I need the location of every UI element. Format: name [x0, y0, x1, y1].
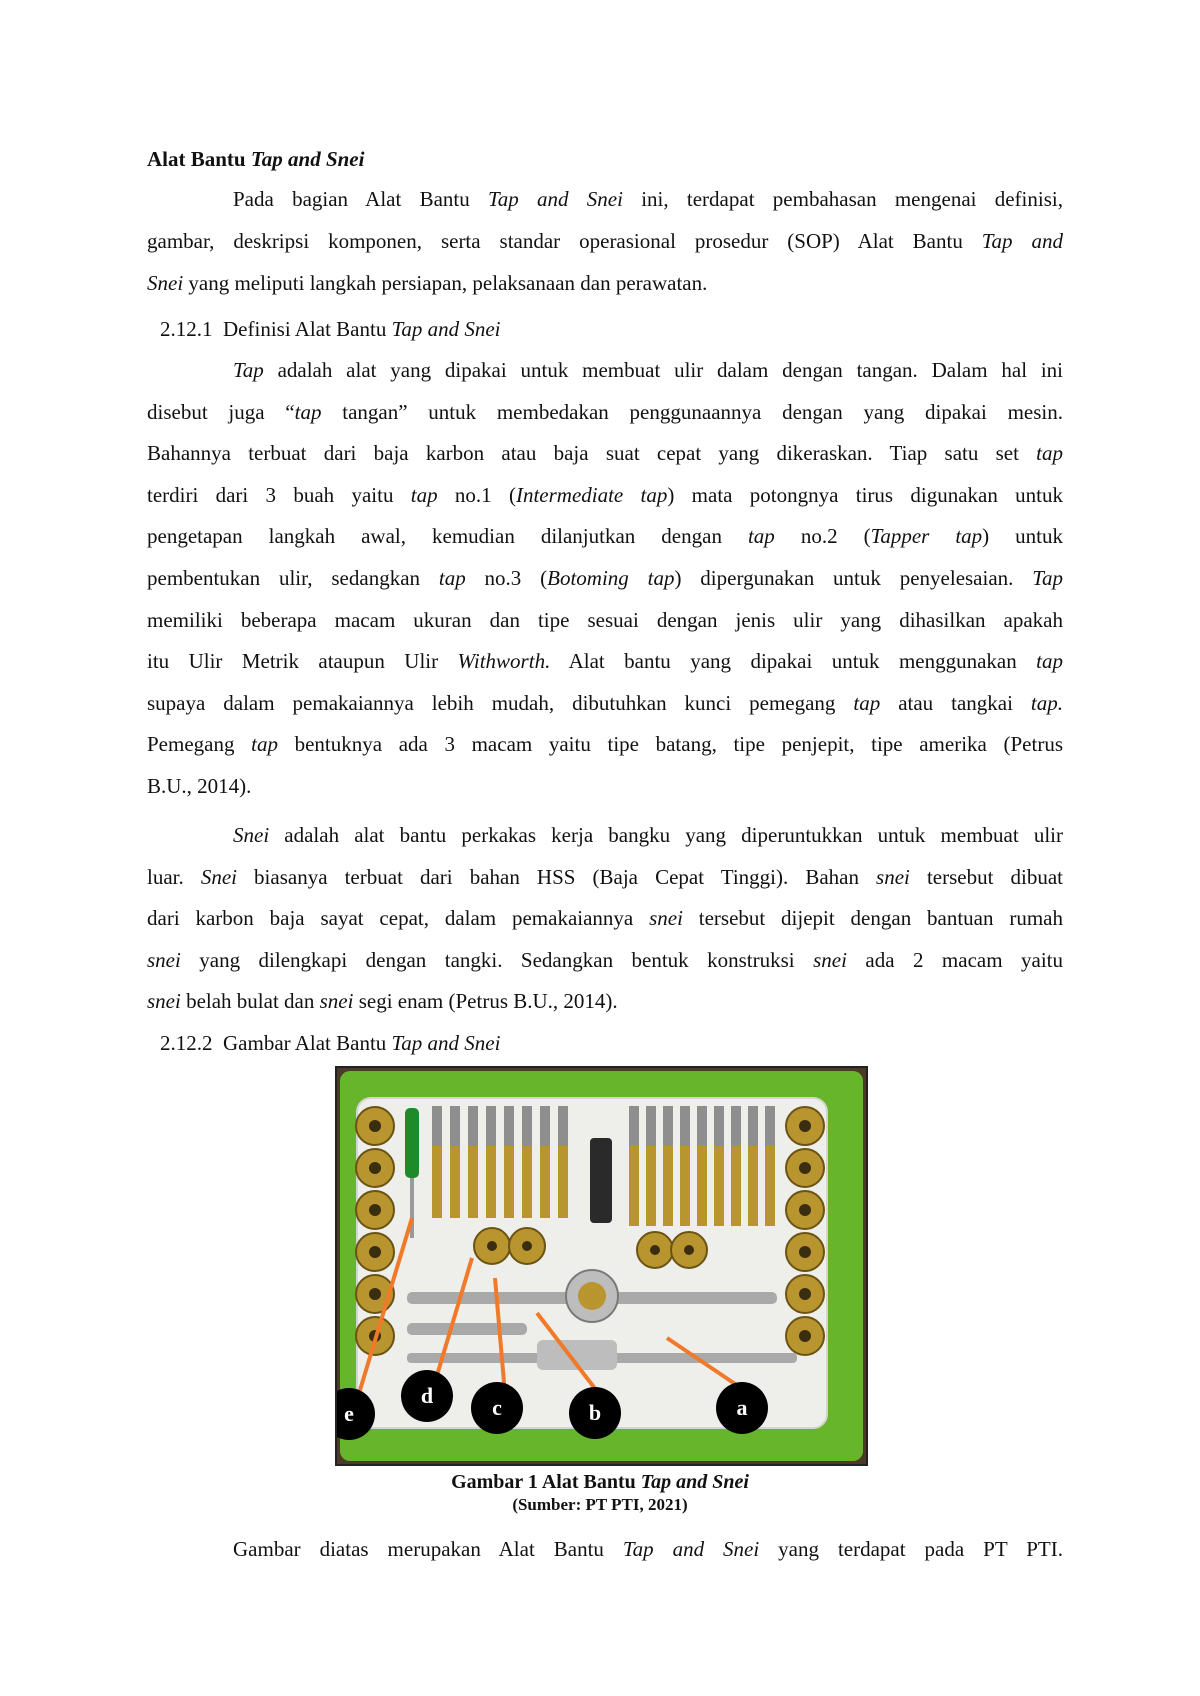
label-letter: e	[344, 1401, 354, 1426]
text-run: Bahannya terbuat dari baja karbon atau baja suat cepat yang dikeraskan. Tiap satu set	[147, 441, 1037, 466]
die-in-stock	[578, 1282, 606, 1310]
tap-thread	[663, 1146, 673, 1226]
label-letter: b	[588, 1400, 602, 1425]
emphasized-text: Snei	[147, 271, 184, 295]
text-line	[233, 822, 1063, 848]
tap-shank	[558, 1106, 568, 1146]
tap-shank	[522, 1106, 532, 1146]
text-line	[147, 399, 1063, 425]
text-line	[147, 690, 1063, 716]
text-run: tersebut dijepit dengan bantuan rumah	[682, 906, 1063, 931]
tap-and-snei-photo	[335, 1066, 868, 1466]
text-run: Pemegang	[147, 732, 252, 757]
heading-text: Alat Bantu	[147, 147, 251, 171]
text-run: yang dilengkapi dengan tangki. Sedangkan bentuk konstruksi	[180, 947, 814, 972]
text-line	[147, 731, 1063, 757]
tap-shank	[629, 1106, 639, 1146]
emphasized-text: tap	[410, 482, 438, 507]
die-hole	[369, 1246, 381, 1258]
tap-thread	[629, 1146, 639, 1226]
text-line	[147, 440, 1063, 466]
die-hole	[487, 1241, 497, 1251]
label-letter: a	[736, 1395, 748, 1420]
subsection-text: Definisi Alat Bantu	[223, 317, 392, 341]
text-run: no.2 (	[774, 524, 871, 549]
text-run: B.U., 2014).	[147, 774, 252, 798]
tap-shank	[748, 1106, 758, 1146]
emphasized-text: tap	[438, 566, 466, 590]
tap-thread	[432, 1146, 442, 1218]
tap-thread	[765, 1146, 775, 1226]
tap-thread	[646, 1146, 656, 1226]
text-line	[147, 607, 1063, 633]
text-run: pembentukan ulir, sedangkan	[147, 566, 439, 590]
text-run: tersebut dibuat	[909, 864, 1063, 889]
text-run: adalah alat yang dipakai untuk membuat ulir dalam dengan tangan. Dalam hal ini	[263, 358, 1063, 382]
die-hole	[684, 1245, 694, 1255]
label-letter: c	[492, 1395, 502, 1420]
tap-shank	[540, 1106, 550, 1146]
die-hole	[369, 1204, 381, 1216]
die-hole	[799, 1162, 811, 1174]
tap-thread	[504, 1146, 514, 1218]
text-run: segi enam (Petrus B.U., 2014).	[353, 989, 618, 1014]
section-heading	[147, 146, 1063, 172]
emphasized-text: snei	[147, 947, 181, 972]
die-hole	[799, 1288, 811, 1300]
text-run: tangan” untuk membedakan penggunaannya dengan yang dipakai mesin.	[321, 399, 1063, 424]
text-line	[233, 1536, 1063, 1562]
die-hole	[369, 1120, 381, 1132]
text-run: memiliki beberapa macam ukuran dan tipe sesuai dengan jenis ulir yang dihasilkan apakah	[147, 607, 1063, 632]
subsection-2-heading	[160, 1030, 1063, 1056]
text-run: ini, terdapat pembahasan mengenai definisi,	[622, 187, 1063, 211]
tap-thread	[468, 1146, 478, 1218]
text-line	[147, 523, 1063, 549]
emphasized-text: Botoming tap	[547, 566, 675, 590]
emphasized-text: snei	[876, 864, 910, 889]
tap-wrench-bar	[407, 1323, 527, 1335]
text-run: luar.	[147, 864, 201, 889]
tap-thread	[558, 1146, 568, 1218]
text-run: atau tangkai	[880, 690, 1031, 715]
die-hole	[369, 1288, 381, 1300]
tap-shank	[450, 1106, 460, 1146]
tap-shank	[697, 1106, 707, 1146]
text-line	[233, 186, 1063, 212]
text-run: Alat bantu yang dipakai untuk menggunakan	[550, 649, 1037, 674]
emphasized-text: Snei	[233, 823, 270, 847]
tap-shank	[486, 1106, 496, 1146]
subsection-number: 2.12.1	[160, 317, 213, 341]
emphasized-text: Snei	[200, 864, 237, 889]
text-run: ) dipergunakan untuk penyelesaian.	[674, 566, 1033, 590]
text-line	[147, 228, 1063, 254]
emphasized-text: tap	[853, 690, 881, 715]
die-hole	[799, 1330, 811, 1342]
text-run: supaya dalam pemakaiannya lebih mudah, dibutuhkan kunci pemegang	[147, 690, 854, 715]
subsection-emph: Tap and Snei	[391, 1031, 501, 1055]
tap-thread	[522, 1146, 532, 1218]
emphasized-text: Tap	[233, 358, 264, 382]
text-run: ) mata potongnya tirus digunakan untuk	[667, 482, 1063, 507]
screwdriver-handle	[405, 1108, 419, 1178]
emphasized-text: Tap and Snei	[622, 1537, 760, 1561]
emphasized-text: Tap	[1032, 566, 1064, 590]
tap-shank	[765, 1106, 775, 1146]
text-line	[147, 988, 1063, 1014]
text-run: no.3 (	[465, 566, 548, 590]
tap-shank	[663, 1106, 673, 1146]
emphasized-text: Withworth.	[457, 649, 551, 674]
emphasized-text: tap.	[1030, 690, 1064, 715]
tap-shank	[714, 1106, 724, 1146]
text-line	[147, 864, 1063, 890]
tap-shank	[432, 1106, 442, 1146]
die-hole	[799, 1204, 811, 1216]
figure-caption	[0, 1471, 1200, 1494]
tap-shank	[680, 1106, 690, 1146]
text-run: ada 2 macam yaitu	[846, 947, 1063, 972]
text-line	[147, 565, 1063, 591]
tap-shank	[504, 1106, 514, 1146]
emphasized-text: snei	[813, 947, 847, 972]
die-hole	[650, 1245, 660, 1255]
text-run: dari karbon baja sayat cepat, dalam pemakaiannya	[147, 906, 650, 931]
emphasized-text: Intermediate tap	[515, 482, 668, 507]
tap-thread	[450, 1146, 460, 1218]
die-hole	[369, 1162, 381, 1174]
text-line	[147, 905, 1063, 931]
text-line	[147, 270, 1063, 296]
text-line	[147, 947, 1063, 973]
tap-shank	[468, 1106, 478, 1146]
caption-text: Gambar 1 Alat Bantu	[451, 1471, 641, 1493]
text-run: gambar, deskripsi komponen, serta standar operasional prosedur (SOP) Alat Bantu	[147, 229, 982, 253]
subsection-text: Gambar Alat Bantu	[223, 1031, 392, 1055]
caption-emph: Tap and Snei	[640, 1471, 749, 1493]
text-run: no.1 (	[437, 482, 516, 507]
text-run: biasanya terbuat dari bahan HSS (Baja Cepat Tinggi). Bahan	[236, 864, 877, 889]
text-run: Pada bagian Alat Bantu	[233, 187, 489, 211]
emphasized-text: tap	[1036, 441, 1063, 466]
emphasized-text: Tapper tap	[870, 524, 983, 549]
text-run: terdiri dari 3 buah yaitu	[147, 482, 411, 507]
emphasized-text: tap	[294, 399, 322, 424]
tap-thread	[731, 1146, 741, 1226]
die-hole	[522, 1241, 532, 1251]
emphasized-text: snei	[147, 989, 181, 1014]
emphasized-text: tap	[747, 524, 775, 549]
emphasized-text: Tap and	[981, 229, 1063, 253]
tap-thread	[486, 1146, 496, 1218]
subsection-number: 2.12.2	[160, 1031, 213, 1055]
die-hole	[799, 1246, 811, 1258]
text-line	[147, 482, 1063, 508]
text-run: itu Ulir Metrik ataupun Ulir	[147, 649, 458, 674]
text-run: ) untuk	[982, 524, 1064, 549]
heading-emph: Tap and Snei	[250, 147, 365, 171]
text-run: belah bulat dan	[180, 989, 320, 1014]
tap-thread	[540, 1146, 550, 1218]
text-line	[147, 648, 1063, 674]
emphasized-text: snei	[649, 906, 683, 931]
text-run: pengetapan langkah awal, kemudian dilanjutkan dengan	[147, 524, 748, 549]
label-letter: d	[420, 1383, 434, 1408]
tap-shank	[646, 1106, 656, 1146]
emphasized-text: Tap and Snei	[488, 187, 623, 211]
subsection-1-heading	[160, 316, 1063, 342]
emphasized-text: tap	[251, 732, 278, 757]
tap-shank	[731, 1106, 741, 1146]
figure-source: (Sumber: PT PTI, 2021)	[512, 1495, 688, 1514]
emphasized-text: tap	[1036, 649, 1063, 674]
tap-thread	[748, 1146, 758, 1226]
text-run: Gambar diatas merupakan Alat Bantu	[233, 1537, 623, 1561]
subsection-emph: Tap and Snei	[391, 317, 501, 341]
text-run: yang terdapat pada PT PTI.	[759, 1537, 1063, 1561]
tap-thread	[697, 1146, 707, 1226]
tap-and-snei-set-illustration	[337, 1068, 866, 1464]
text-run: disebut juga “	[147, 399, 295, 424]
text-run: bentuknya ada 3 macam yaitu tipe batang, tipe penjepit, tipe amerika (Petrus	[277, 732, 1063, 757]
emphasized-text: snei	[319, 989, 354, 1014]
die-hole	[799, 1120, 811, 1132]
tap-thread	[680, 1146, 690, 1226]
text-line	[147, 773, 1063, 799]
text-run: adalah alat bantu perkakas kerja bangku yang diperuntukkan untuk membuat ulir	[269, 823, 1063, 847]
tap-holder	[590, 1138, 612, 1223]
text-line	[233, 357, 1063, 383]
text-run: yang meliputi langkah persiapan, pelaksanaan dan perawatan.	[183, 271, 708, 295]
tap-thread	[714, 1146, 724, 1226]
